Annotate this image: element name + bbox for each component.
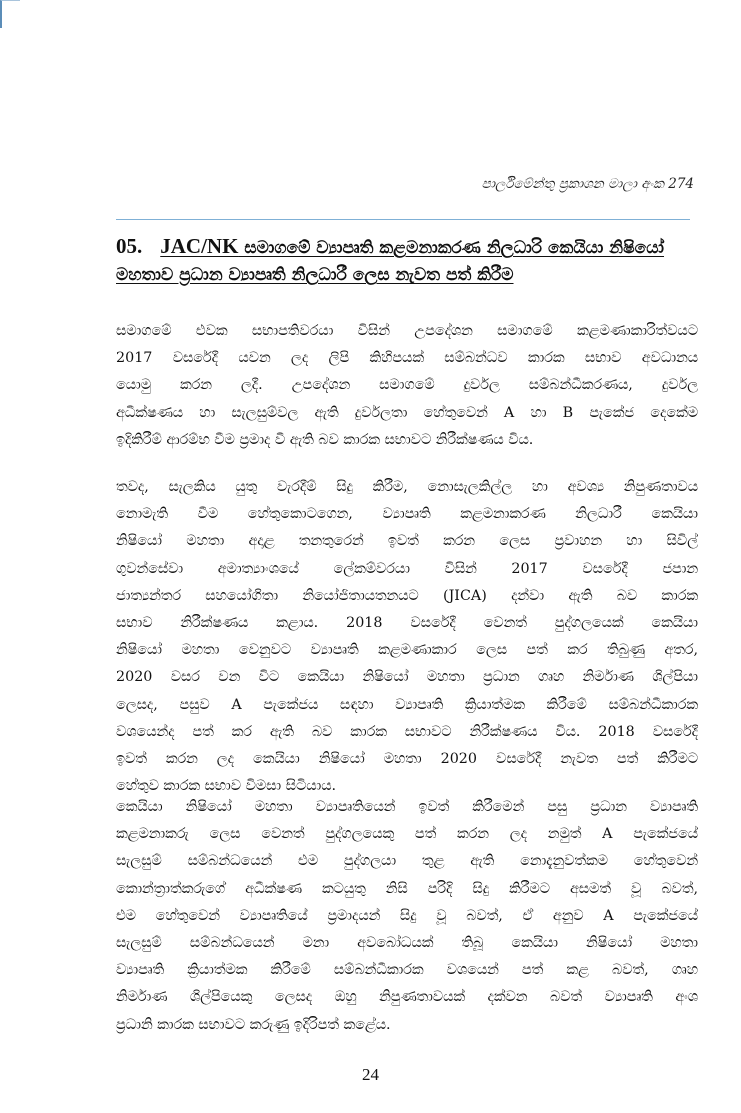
section-code: JAC/NK — [160, 234, 239, 258]
text-line: යොමු කරන ලදී. උපදේශන සමාගමේ දුර්වල සම්බන්ධීකරණය, දුර්වල — [116, 377, 698, 394]
text-line: ඉවත් කරන ලද කෙයියා නිෂියෝ මහතා 2020 වසරේදී නැවත පත් කිරීමට — [116, 751, 698, 768]
text-line: ජාත්‍යන්තර සහයෝගිතා නියෝජිතායතනයට (JICA) දන්වා ඇති බව කාරක — [116, 587, 698, 604]
text-line: සැලසුම් සම්බන්ධයෙන් මනා අවබෝධයක් තිබූ කෙයියා නිෂියෝ මහතා — [116, 935, 698, 952]
text-line: කෙයියා නිෂියෝ මහතා ව්‍යාපෘතියෙන් ඉවත් කිරීමෙන් පසු ප්‍රධාන ව්‍යාපෘති — [116, 799, 698, 815]
section-title-line2: මහතාව ප්‍රධාන ව්‍යාපෘති නිලධාරී ලෙස නැවත පත් කිරීම — [116, 265, 514, 285]
paragraph-1 — [116, 318, 698, 454]
text-line: ඉදිකිරීම් ආරම්භ වීම ප්‍රමාද වී ඇති බව කාරක සභාවට නිරීක්ෂණය විය. — [116, 431, 534, 448]
text-line: 2017 වසරේදී යවන ලද ලිපි කිහිපයක් සම්බන්ධව කාරක සභාව අවධානය — [116, 350, 698, 367]
text-line: නිෂියෝ මහතා අදාළ තනතුරෙන් ඉවත් කරන ලෙස ප්‍රවාහන හා සිවිල් — [116, 533, 698, 550]
text-line: වශයෙන්ද පත් කර ඇති බව කාරක සභාවට නිරීක්ෂණය විය. 2018 වසරේදී — [116, 723, 698, 740]
text-line: කොන්ත්‍රාත්කරුගේ අධීක්ෂණ කටයුතු නිසි පරිදි සිදු කිරීමට අසමත් වූ බවත්, — [116, 880, 698, 897]
text-line: එම හේතුවෙන් ව්‍යාපෘතියේ ප්‍රමාදයන් සිදු වූ බවත්, ඒ අනුව A පැකේජයේ — [116, 907, 698, 924]
section-title-line1-text: සමාගමේ ව්‍යාපෘති කළමනාකරණ නිලධාරි කෙයියා නිෂියෝ — [238, 238, 665, 258]
text-line: ලෙසද, පසුව A පැකේජය සඳහා ව්‍යාපෘති ක්‍රියාත්මක කිරීමේ සම්බන්ධීකාරක — [116, 696, 698, 713]
text-line: ව්‍යාපෘති ක්‍රියාත්මක කිරීමේ සම්බන්ධීකාරක වශයෙන් පත් කළ බවත්, ගෘහ — [116, 962, 698, 979]
paragraph-3 — [116, 794, 698, 1039]
running-header: පාර්ලිමේන්තු ප්‍රකාශන මාලා අංක 274 — [481, 176, 694, 192]
header-divider — [116, 219, 690, 220]
text-line: නොමැති වීම හේතුකොටගෙන, ව්‍යාපෘති කළමනාකරණ නිලධාරී කෙයියා — [116, 506, 698, 523]
text-line: තවද, සැලකිය යුතු වැරදීම් සිදු කිරීම, නොසැලකිල්ල හා අවශ්‍ය නිපුණතාවය — [116, 479, 698, 495]
text-line: 2020 වසර වන විට කෙයියා නිෂියෝ මහතා ප්‍රධාන ගෘහ නිර්මාණ ශිල්පියා — [116, 669, 698, 686]
text-line: සමාගමේ එවක සභාපතිවරයා විසින් උපදේශන සමාගමේ කළමණාකාරිත්වයට — [116, 323, 698, 339]
text-line: සැලසුම් සම්බන්ධයෙන් එම පුද්ගලයා තුළ ඇති නොදැනුවත්කම හේතුවෙන් — [116, 853, 698, 870]
text-line: හේතුව කාරක සභාව විමසා සිටියාය. — [116, 778, 337, 795]
text-line: ගුවන්සේවා අමාත්‍යාංශයේ ලේකම්වරයා විසින් 2017 වසරේදී ජපාන — [116, 560, 698, 577]
text-line: සභාව නිරීක්ෂණය කළාය. 2018 වසරේදී වෙනත් පුද්ගලයෙක් කෙයියා — [116, 615, 698, 632]
section-title — [116, 233, 698, 289]
text-line: ප්‍රධානි කාරක සභාවට කරුණු ඉදිරිපත් කළේය. — [116, 1016, 391, 1033]
page-corner-mark — [0, 0, 20, 28]
paragraph-2 — [116, 474, 698, 800]
text-line: අධීක්ෂණය හා සැලසුම්වල ඇති දුර්වලතා හේතුවෙන් A හා B පැකේජ දෙකේම — [116, 404, 698, 421]
page-number: 24 — [362, 1065, 379, 1084]
text-line: නිෂියෝ මහතා වෙනුවට ව්‍යාපෘති කළමණාකාර ලෙස පත් කර තිබුණු අතර, — [116, 642, 698, 659]
section-title-line1 — [160, 234, 665, 258]
section-number: 05. — [116, 234, 143, 258]
text-line: නිර්මාණ ශිල්පියෙකු ලෙසද ඔහු නිපුණතාවයක් දක්වන බවත් ව්‍යාපෘති අංශ — [116, 989, 698, 1006]
text-line: කළමනාකරු ලෙස වෙනත් පුද්ගලයෙකු පත් කරන ලද නමුත් A පැකේජයේ — [116, 826, 698, 843]
